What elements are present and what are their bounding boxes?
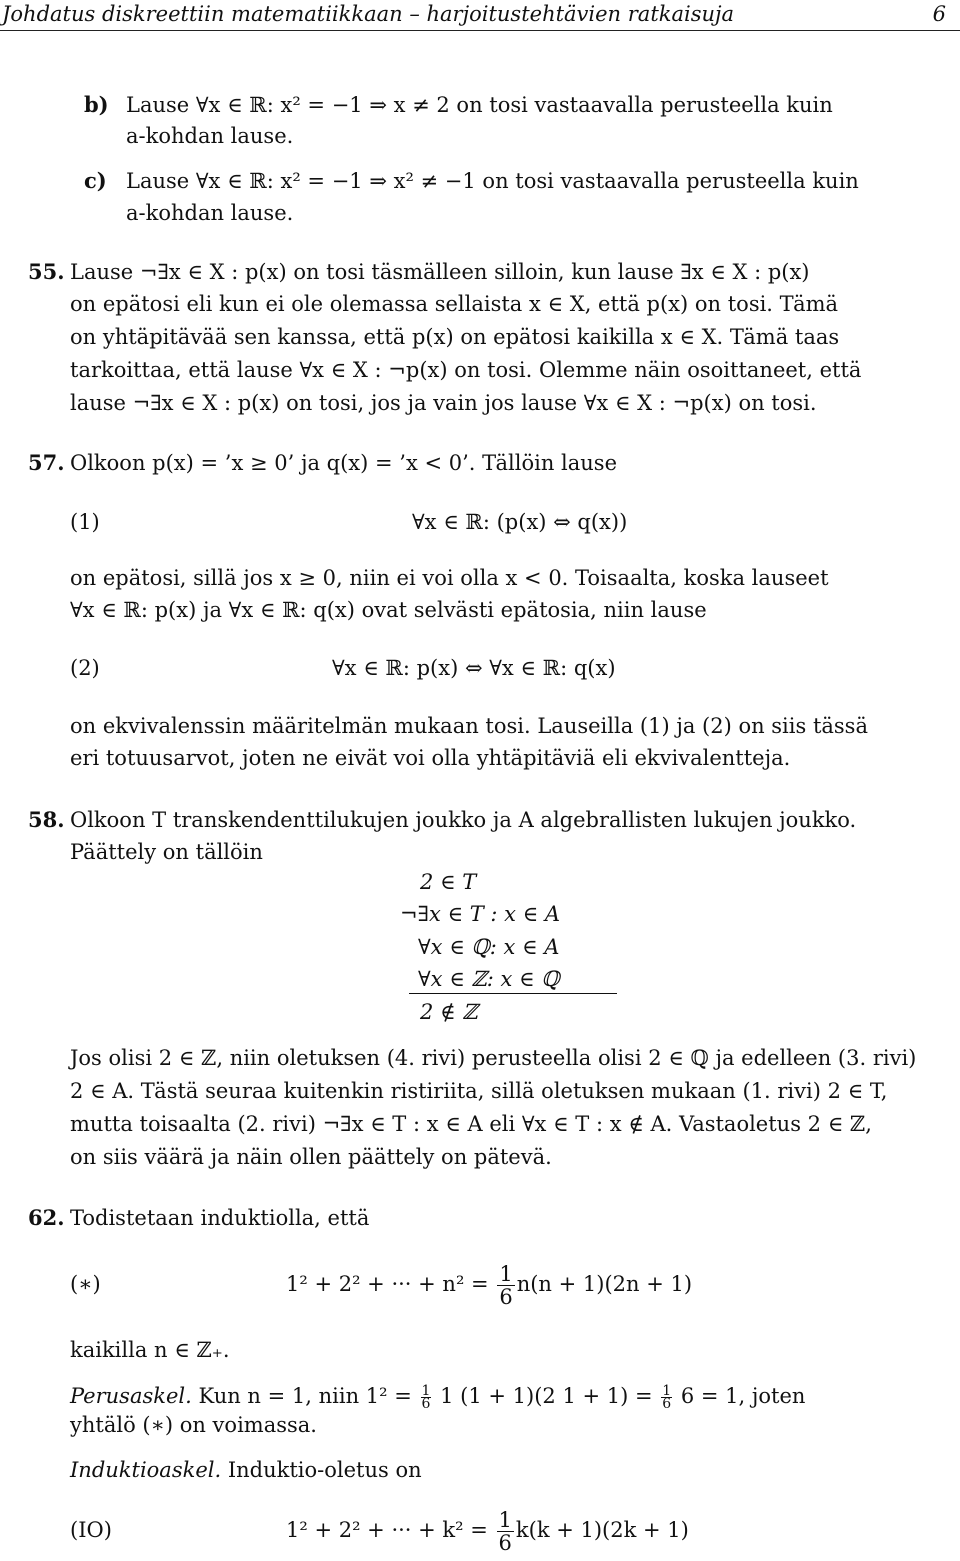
problem-57-text: on epätosi, sillä jos x ≥ 0, niin ei voi olla x < 0. Toisaalta, koska lauseet (70, 566, 829, 590)
problem-62-intro: Todistetaan induktiolla, että (70, 1206, 370, 1230)
problem-58-number: 58. (28, 807, 65, 832)
conclusion: 2 ∉ ℤ (420, 1000, 478, 1024)
item-b-label: b) (84, 92, 109, 117)
equation-star-right: n(n + 1)(2n + 1) (516, 1272, 693, 1296)
problem-58-text: on siis väärä ja näin ollen päättely on pätevä. (70, 1145, 552, 1169)
fraction (661, 1385, 672, 1410)
problem-55-line: on epätosi eli kun ei ole olemassa sellaista x ∈ X, että p(x) on tosi. Tämä (70, 292, 839, 316)
base-case-text: Kun n = 1, niin 1² = (198, 1384, 412, 1408)
problem-57-text: on ekvivalenssin määritelmän mukaan tosi. Lauseilla (1) ja (2) on siis tässä (70, 714, 868, 738)
induction-step-line (70, 1456, 422, 1484)
problem-62-number: 62. (28, 1205, 65, 1230)
equation-io-right: k(k + 1)(2k + 1) (515, 1518, 689, 1542)
equation-2: ∀x ∈ ℝ: p(x) ⇔ ∀x ∈ ℝ: q(x) (332, 656, 616, 680)
premise: ∀x ∈ ℚ: x ∈ A (418, 935, 560, 959)
problem-62-text: kaikilla n ∈ ℤ₊. (70, 1338, 230, 1362)
item-c-text-line2: a-kohdan lause. (126, 201, 294, 225)
problem-58-intro: Päättely on tällöin (70, 840, 263, 864)
equation-label-io: (IO) (70, 1518, 112, 1542)
premise: ∀x ∈ ℤ: x ∈ ℚ (418, 967, 560, 991)
equation-star (286, 1254, 692, 1314)
inference-rule-line (409, 993, 617, 994)
problem-57-text: ∀x ∈ ℝ: p(x) ja ∀x ∈ ℝ: q(x) ovat selvästi epätosia, niin lause (70, 598, 707, 622)
item-b-text-line1: Lause ∀x ∈ ℝ: x² = −1 ⇒ x ≠ 2 on tosi vastaavalla perusteella kuin (126, 93, 833, 117)
premise: ¬∃x ∈ T : x ∈ A (400, 902, 561, 926)
header-title: Johdatus diskreettiin matematiikkaan – harjoitustehtävien ratkaisuja (2, 2, 735, 26)
induction-step-label: Induktioaskel. (70, 1458, 222, 1482)
problem-55-line: lause ¬∃x ∈ X : p(x) on tosi, jos ja vain jos lause ∀x ∈ X : ¬p(x) on tosi. (70, 391, 817, 415)
fraction-denominator: 6 (421, 1396, 431, 1412)
problem-55-line: Lause ¬∃x ∈ X : p(x) on tosi täsmälleen silloin, kun lause ∃x ∈ X : p(x) (70, 260, 810, 284)
base-case-line (70, 1378, 805, 1414)
base-case-text: yhtälö (∗) on voimassa. (70, 1413, 317, 1437)
page-header (0, 0, 960, 31)
problem-55-line: tarkoittaa, että lause ∀x ∈ X : ¬p(x) on tosi. Olemme näin osoittaneet, että (70, 358, 862, 382)
problem-57-text: eri totuusarvot, joten ne eivät voi olla yhtäpitäviä eli ekvivalentteja. (70, 746, 791, 770)
fraction-denominator: 6 (662, 1396, 672, 1412)
problem-58-text: 2 ∈ A. Tästä seuraa kuitenkin ristiriita, sillä oletuksen mukaan (1. rivi) 2 ∈ T, (70, 1079, 888, 1103)
problem-55-number: 55. (28, 259, 65, 284)
fraction-numerator: 1 (662, 1383, 672, 1399)
equation-label-1: (1) (70, 510, 100, 534)
problem-58-text: Jos olisi 2 ∈ ℤ, niin oletuksen (4. rivi) perusteella olisi 2 ∈ ℚ ja edelleen (3. rivi) (70, 1046, 917, 1070)
problem-55-line: on yhtäpitävää sen kanssa, että p(x) on epätosi kaikilla x ∈ X. Tämä taas (70, 325, 840, 349)
fraction (421, 1385, 432, 1410)
page-number: 6 (932, 2, 946, 26)
problem-58-text: mutta toisaalta (2. rivi) ¬∃x ∈ T : x ∈ A eli ∀x ∈ T : x ∉ A. Vastaoletus 2 ∈ ℤ, (70, 1112, 872, 1136)
fraction-numerator: 1 (498, 1508, 512, 1532)
fraction-numerator: 1 (421, 1383, 431, 1399)
fraction-denominator: 6 (499, 1285, 513, 1309)
equation-1: ∀x ∈ ℝ: (p(x) ⇔ q(x)) (412, 510, 628, 534)
base-case-label: Perusaskel. (70, 1384, 192, 1408)
problem-57-intro: Olkoon p(x) = ’x ≥ 0’ ja q(x) = ’x < 0’. Tällöin lause (70, 451, 617, 475)
fraction (497, 1509, 514, 1554)
equation-io (286, 1500, 689, 1560)
fraction-denominator: 6 (498, 1531, 512, 1555)
item-b-text-line2: a-kohdan lause. (126, 124, 294, 148)
problem-57-number: 57. (28, 450, 65, 475)
fraction-numerator: 1 (499, 1262, 513, 1286)
fraction (497, 1263, 514, 1308)
equation-io-left: 1² + 2² + ··· + k² = (286, 1518, 488, 1542)
equation-star-left: 1² + 2² + ··· + n² = (286, 1272, 489, 1296)
equation-label-2: (2) (70, 656, 100, 680)
item-c-text-line1: Lause ∀x ∈ ℝ: x² = −1 ⇒ x² ≠ −1 on tosi vastaavalla perusteella kuin (126, 169, 859, 193)
base-case-text: 6 = 1, joten (680, 1384, 806, 1408)
premise: 2 ∈ T (420, 870, 477, 894)
base-case-text: 1 (1 + 1)(2 1 + 1) = (440, 1384, 653, 1408)
item-c-label: c) (84, 168, 107, 193)
problem-58-intro: Olkoon T transkendenttilukujen joukko ja A algebrallisten lukujen joukko. (70, 808, 857, 832)
induction-step-text: Induktio-oletus on (227, 1458, 422, 1482)
equation-label-star: (∗) (70, 1272, 101, 1296)
